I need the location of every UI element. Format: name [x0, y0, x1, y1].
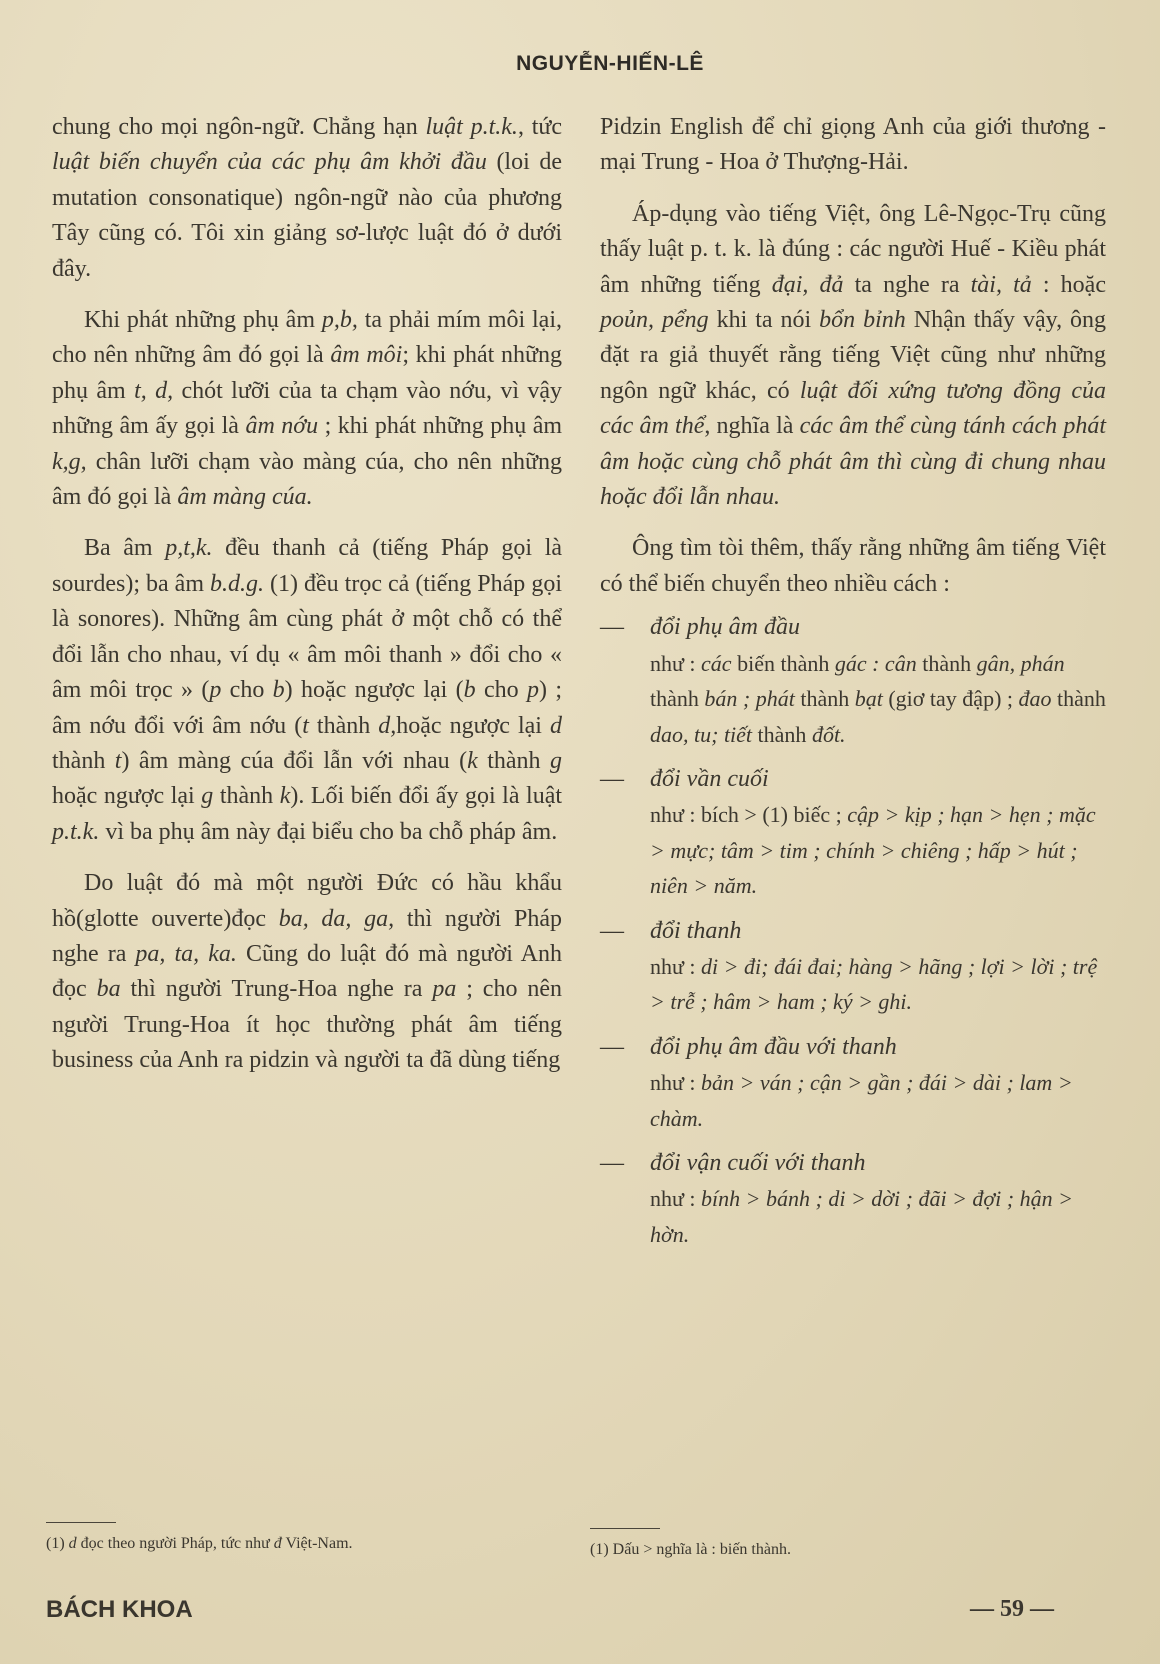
page-number: — 59 —: [970, 1596, 1054, 1622]
list-item: — đổi phụ âm đầu như : các biến thành gác : cân thành gân, phán thành bán ; phát thành bạt (giơ tay đập) ; đao thành dao, tu; tiết thành đốt.: [600, 610, 1106, 752]
paragraph: Ông tìm tòi thêm, thấy rằng những âm tiếng Việt có thể biến chuyển theo nhiều cách :: [600, 535, 1106, 597]
magazine-name: BÁCH KHOA: [46, 1596, 193, 1623]
item-body: như : bản > ván ; cận > gần ; đái > dài ; lam > chàm.: [650, 1070, 1073, 1131]
right-column: [600, 110, 1106, 1262]
list-item: — đổi vận cuối với thanh như : bính > bánh ; di > dời ; đãi > đợi ; hận > hờn.: [600, 1146, 1106, 1252]
left-footnote-block: [46, 1510, 556, 1557]
footnote: (1) d đọc theo người Pháp, tức như đ Việt-Nam.: [46, 1535, 353, 1552]
paragraph: Pidzin English để chỉ giọng Anh của giới thương - mại Trung - Hoa ở Thượng-Hải.: [600, 114, 1106, 176]
left-column: [52, 110, 562, 1095]
item-body: như : bính > bánh ; di > dời ; đãi > đợi ; hận > hờn.: [650, 1186, 1073, 1247]
item-title: đổi phụ âm đầu: [650, 614, 800, 641]
list-item: — đổi phụ âm đầu với thanh như : bản > ván ; cận > gần ; đái > dài ; lam > chàm.: [600, 1030, 1106, 1136]
right-footnote-block: [590, 1516, 1090, 1563]
item-title: đổi thanh: [650, 917, 742, 944]
item-body: như : bích > (1) biếc ; cập > kịp ; hạn > hẹn ; mặc > mực; tâm > tim ; chính > chiêng ; hấp > hút ; niên > năm.: [650, 802, 1096, 899]
footnote: (1) Dấu > nghĩa là : biến thành.: [590, 1541, 791, 1558]
paragraph: chung cho mọi ngôn-ngữ. Chẳng hạn luật p.t.k., tức luật biến chuyển của các phụ âm khởi đầu (loi de mutation consonatique) ngôn-ngữ nào của phương Tây cũng có. Tôi xin giảng sơ-lược luật đó ở dưới đây.: [52, 114, 563, 282]
item-body: như : di > đi; đái đai; hàng > hãng ; lợi > lời ; trệ > trễ ; hâm > ham ; ký > ghi.: [650, 953, 1098, 1015]
item-title: đổi phụ âm đầu với thanh: [650, 1033, 897, 1060]
item-title: đổi vận cuối với thanh: [650, 1149, 866, 1176]
paragraph: Khi phát những phụ âm p,b, ta phải mím môi lại, cho nên những âm đó gọi là âm môi; khi phát những phụ âm t, d, chót lưỡi của ta chạm vào nớu, vì vậy những âm ấy gọi là âm nớu ; khi phát những phụ âm k,g, chân lưỡi chạm vào màng cúa, cho nên những âm đó gọi là âm màng cúa.: [52, 307, 563, 511]
paragraph: Do luật đó mà một người Đức có hầu khẩu hồ(glotte ouverte)đọc ba, da, ga, thì người Pháp nghe ra pa, ta, ka. Cũng do luật đó mà người Anh đọc ba thì người Trung-Hoa nghe ra pa ; cho nên người Trung-Hoa ít học thường phát âm tiếng business của Anh ra pidzin và người ta đã dùng tiếng: [52, 870, 563, 1074]
running-header: NGUYỄN-HIẾN-LÊ: [516, 52, 704, 75]
item-title: đổi vần cuối: [650, 765, 769, 792]
item-body: như : các biến thành gác : cân thành gân, phán thành bán ; phát thành bạt (giơ tay đập) ; đao thành dao, tu; tiết thành đốt.: [650, 650, 1106, 747]
list-item: — đổi vần cuối như : bích > (1) biếc ; cập > kịp ; hạn > hẹn ; mặc > mực; tâm > tim ; chính > chiêng ; hấp > hút ; niên > năm.: [600, 762, 1106, 904]
list-item: — đổi thanh như : di > đi; đái đai; hàng > hãng ; lợi > lời ; trệ > trễ ; hâm > ham ; ký > ghi.: [600, 914, 1106, 1020]
paragraph: Áp-dụng vào tiếng Việt, ông Lê-Ngọc-Trụ cũng thấy luật p. t. k. là đúng : các người Huế - Kiều phát âm những tiếng đại, đả ta nghe ra tài, tả : hoặc poủn, pểng khi ta nói bổn bỉnh Nhận thấy vậy, ông đặt ra giả thuyết rằng tiếng Việt cũng như những ngôn ngữ khác, có luật đối xứng tương đồng của các âm thể, nghĩa là các âm thể cùng tánh cách phát âm hoặc cùng chỗ phát âm thì cùng đi chung nhau hoặc đổi lẫn nhau.: [600, 200, 1107, 511]
footnote-rule: [590, 1528, 660, 1529]
footnote-rule: [46, 1522, 116, 1523]
paragraph: Ba âm p,t,k. đều thanh cả (tiếng Pháp gọi là sourdes); ba âm b.d.g. (1) đều trọc cả (tiếng Pháp gọi là sonores). Những âm cùng phát ở một chỗ có thể đổi lẫn cho nhau, ví dụ « âm môi thanh » đổi cho « âm môi trọc » (p cho b) hoặc ngược lại (b cho p) ; âm nớu đổi với âm nớu (t thành d,hoặc ngược lại d thành t) âm màng cúa đổi lẫn với nhau (k thành g hoặc ngược lại g thành k). Lối biến đổi ấy gọi là luật p.t.k. vì ba phụ âm này đại biểu cho ba chỗ pháp âm.: [52, 535, 563, 845]
